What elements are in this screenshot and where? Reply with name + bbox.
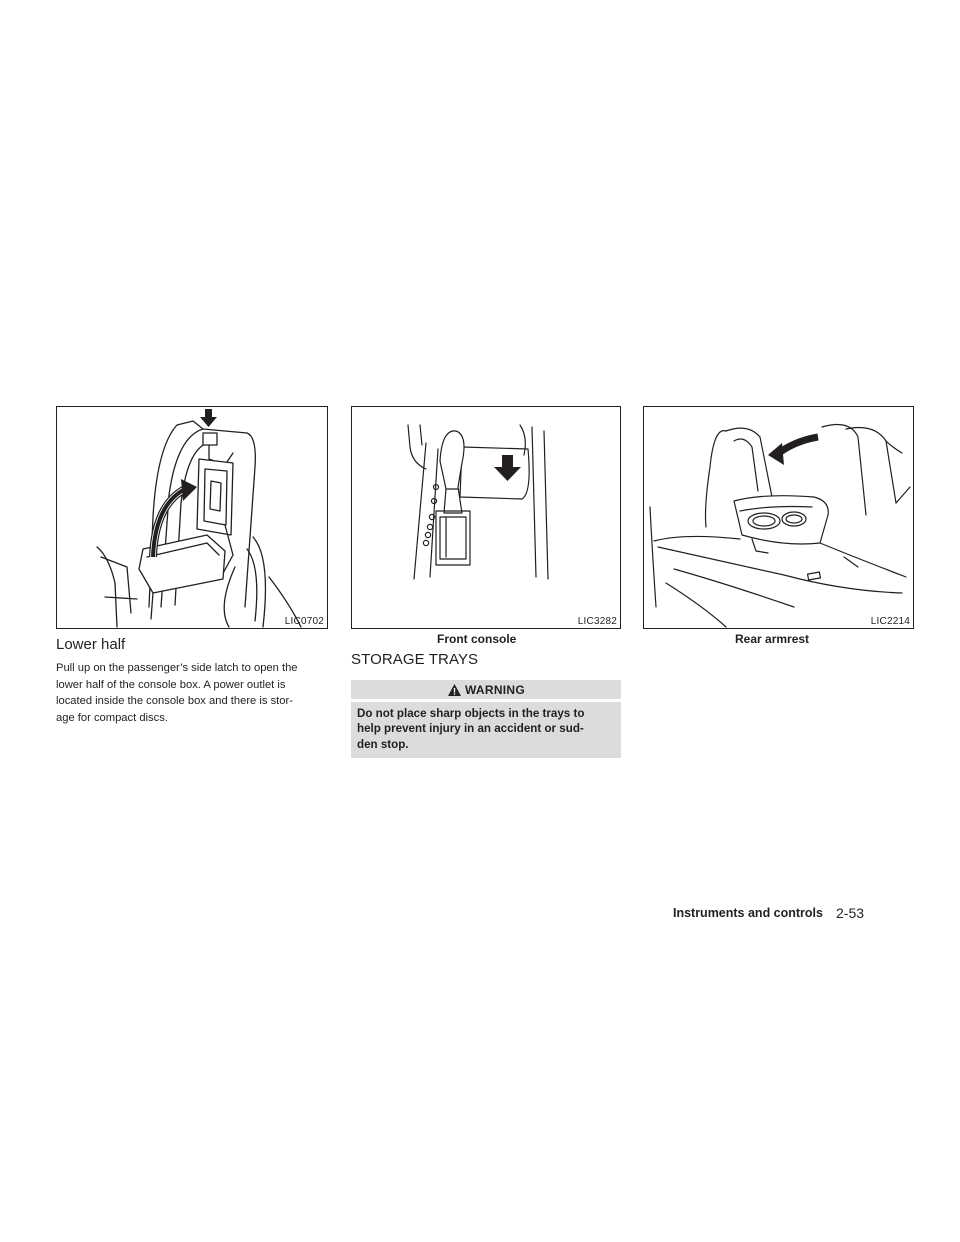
figure-front-console xyxy=(351,406,621,629)
footer-page-number: 2-53 xyxy=(836,905,865,921)
figure-code: LIC3282 xyxy=(577,616,617,627)
front-console-illustration xyxy=(352,407,621,629)
console-lower-half-illustration xyxy=(57,407,328,629)
figure-code: LIC2214 xyxy=(870,616,910,627)
storage-trays-heading: STORAGE TRAYS xyxy=(351,651,479,668)
warning-title: WARNING xyxy=(464,682,526,697)
warning-line: help prevent injury in an accident or sud- xyxy=(357,722,584,736)
warning-line: den stop. xyxy=(357,737,409,751)
body-line: lower half of the console box. A power outlet is xyxy=(56,678,286,691)
figure-caption-front-console: Front console xyxy=(437,632,517,646)
warning-line: Do not place sharp objects in the trays to xyxy=(357,707,585,720)
body-line: Pull up on the passenger’s side latch to open the xyxy=(56,662,298,674)
lower-half-body xyxy=(56,660,328,726)
body-line: located inside the console box and there is stor- xyxy=(56,695,293,708)
figure-caption-rear-armrest: Rear armrest xyxy=(735,632,810,646)
warning-header xyxy=(351,680,621,699)
lower-half-heading: Lower half xyxy=(56,636,126,653)
footer-section-title: Instruments and controls xyxy=(672,906,823,920)
figure-rear-armrest xyxy=(643,406,914,629)
body-line: age for compact discs. xyxy=(56,711,168,724)
rear-armrest-illustration xyxy=(644,407,914,629)
warning-triangle-icon xyxy=(447,683,462,697)
figure-console-lower-half xyxy=(56,406,328,629)
warning-body xyxy=(351,702,621,758)
figure-code: LIC0702 xyxy=(284,616,324,627)
